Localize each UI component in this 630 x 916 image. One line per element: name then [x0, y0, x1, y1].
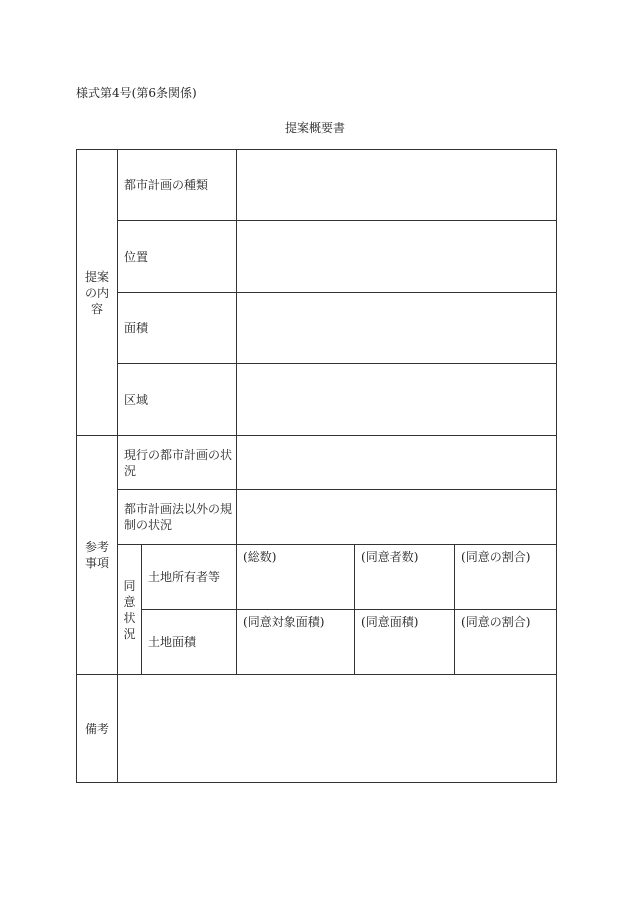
land-area-target-field[interactable]: (同意対象面積)	[237, 610, 355, 675]
proposal-summary-table	[76, 149, 557, 783]
landowners-consenters-field[interactable]: (同意者数)	[355, 545, 455, 610]
landowners-total-field[interactable]: (総数)	[237, 545, 355, 610]
landowners-consent-ratio-field[interactable]: (同意の割合)	[455, 545, 557, 610]
document-title: 提案概要書	[284, 121, 345, 135]
proposal-group-label: 提案の内容	[77, 150, 118, 436]
current-plan-status-field[interactable]	[237, 436, 557, 490]
landowners-label: 土地所有者等	[142, 545, 237, 610]
land-area-label: 土地面積	[142, 610, 237, 675]
area-label: 面積	[118, 293, 237, 364]
land-area-consent-ratio-field[interactable]: (同意の割合)	[455, 610, 557, 675]
remarks-field[interactable]	[118, 675, 557, 783]
remarks-label: 備考	[77, 675, 118, 783]
other-regulations-status-label: 都市計画法以外の規制の状況	[118, 490, 237, 545]
plan-type-field[interactable]	[237, 150, 557, 221]
other-regulations-status-field[interactable]	[237, 490, 557, 545]
land-area-consented-field[interactable]: (同意面積)	[355, 610, 455, 675]
location-label: 位置	[118, 221, 237, 293]
zone-field[interactable]	[237, 364, 557, 436]
area-field[interactable]	[237, 293, 557, 364]
zone-label: 区域	[118, 364, 237, 436]
location-field[interactable]	[237, 221, 557, 293]
consent-status-label: 同意状況	[118, 545, 142, 675]
plan-type-label: 都市計画の種類	[118, 150, 237, 221]
reference-group-label: 参考事項	[77, 436, 118, 675]
current-plan-status-label: 現行の都市計画の状況	[118, 436, 237, 490]
form-reference: 様式第4号(第6条関係)	[76, 86, 197, 100]
